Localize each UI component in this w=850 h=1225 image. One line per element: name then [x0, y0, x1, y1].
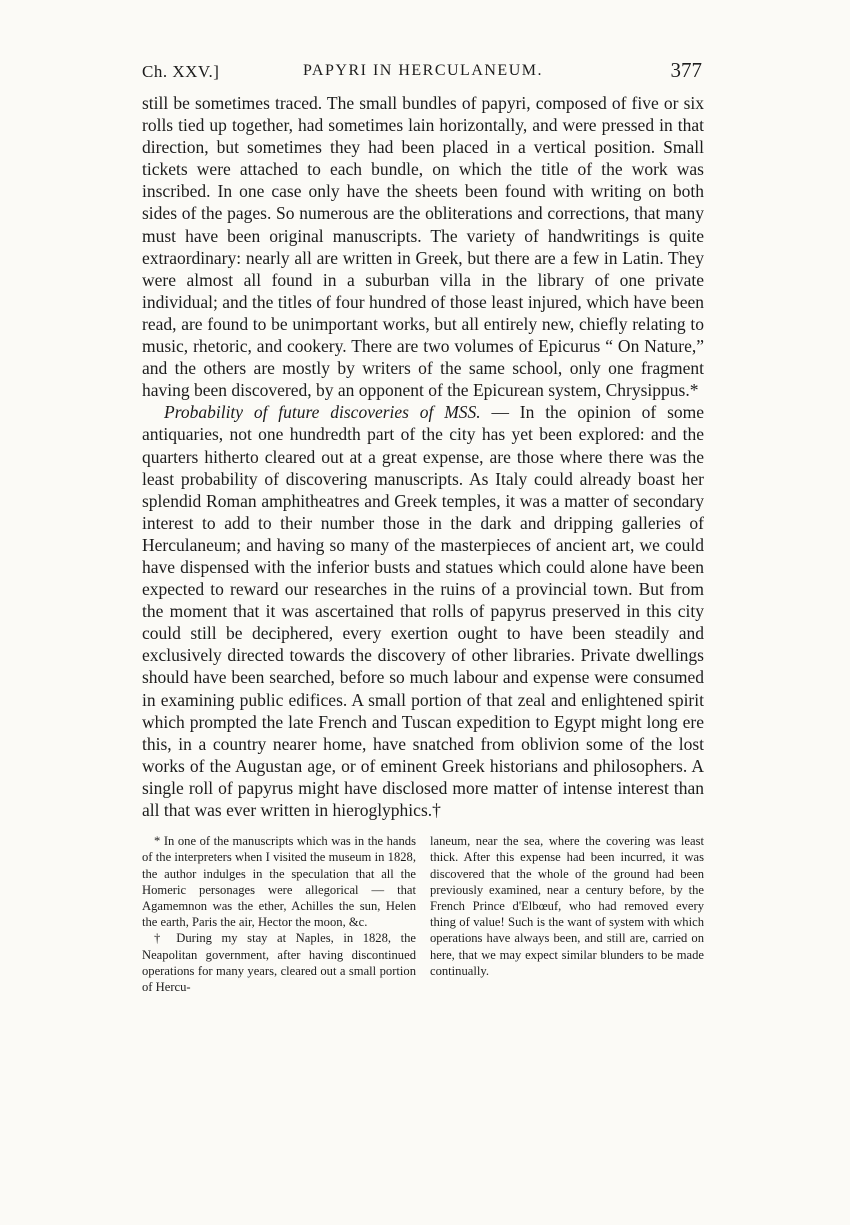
paragraph-2	[142, 401, 704, 821]
book-page	[142, 58, 704, 995]
main-text	[142, 92, 704, 821]
footnote-column-left	[142, 833, 416, 995]
running-header	[142, 58, 704, 88]
footnote-1: * In one of the manuscripts which was in the hands of the interpreters when I visited the museum in 1828, the author indulges in the speculation that all the Homeric personages were allegorical — that Agamemnon was the ether, Achilles the sun, Helen the earth, Paris the air, Hector the moon, &c.	[142, 834, 416, 930]
footnote-2-continued: laneum, near the sea, where the covering was least thick. After this expense had been incurred, it was discovered that the whole of the ground had been previously examined, near a century before, by the French Prince d'Elbœuf, who had removed every thing of value! Such is the want of system with which operations have always been, and still are, carried on here, that we may expect similar blunders to be made continually.	[430, 834, 704, 978]
paragraph-2-text: — In the opinion of some antiquaries, not one hundredth part of the city has yet been explored: and the quarters hitherto cleared out at a great expense, are those where there was the least probability of discovering manuscripts. As Italy could already boast her splendid Roman amphitheatres and Greek temples, it was a matter of secondary interest to add to their number those in the dark and dripping galleries of Herculaneum; and having so many of the masterpieces of ancient art, we could have dispensed with the inferior busts and statues which could alone have been expected to reward our researches in the ruins of a provincial town. But from the moment that it was ascertained that rolls of papyrus preserved in this city could still be deciphered, every exertion ought to have been steadily and exclusively directed towards the discovery of other libraries. Private dwellings should have been searched, before so much labour and expense were consumed in examining public edifices. A small portion of that zeal and enlightened spirit which prompted the late French and Tuscan expedition to Egypt might long ere this, in a country nearer home, have snatched from oblivion some of the lost works of the Augustan age, or of eminent Greek historians and philosophers. A single roll of papyrus might have disclosed more matter of intense interest than all that was ever written in hieroglyphics.†	[142, 402, 705, 820]
page-number: 377	[670, 58, 702, 82]
chapter-label: Ch. XXV.]	[142, 62, 220, 81]
footnotes	[142, 833, 704, 995]
running-title: PAPYRI IN HERCULANEUM.	[303, 62, 543, 79]
footnote-2-start: † During my stay at Naples, in 1828, the Neapolitan government, after having discontinued operations for many years, cleared out a small portion of Hercu-	[142, 931, 416, 994]
paragraph-2-heading: Probability of future discoveries of MSS.	[164, 402, 481, 423]
footnote-column-right	[430, 833, 704, 995]
paragraph-1: still be sometimes traced. The small bundles of papyri, composed of five or six rolls tied up together, had sometimes lain horizontally, and were pressed in that direction, but sometimes they had been placed in a vertical position. Small tickets were attached to each bundle, on which the title of the work was inscribed. In one case only have the sheets been found with writing on both sides of the pages. So numerous are the obliterations and corrections, that many must have been original manuscripts. The variety of handwritings is quite extraordinary: nearly all are written in Greek, but there are a few in Latin. They were almost all found in a suburban villa in the library of one private individual; and the titles of four hundred of those least injured, which have been read, are found to be unimportant works, but all entirely new, chiefly relating to music, rhetoric, and cookery. There are two volumes of Epicurus “ On Nature,” and the others are mostly by writers of the same school, only one fragment having been discovered, by an opponent of the Epicurean system, Chrysippus.*	[142, 93, 704, 401]
